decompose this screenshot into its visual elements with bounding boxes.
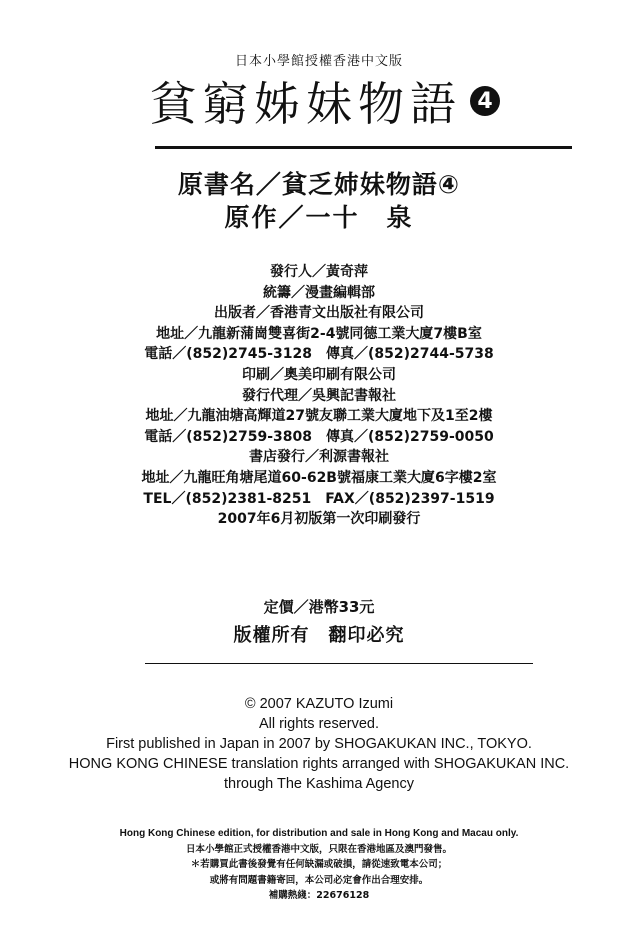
fine-print-english: Hong Kong Chinese edition, for distribution and sale in Hong Kong and Macau only. xyxy=(119,828,519,839)
credit-line: TEL／(852)2381-8251 FAX／(852)2397-1519 xyxy=(143,490,495,507)
credit-line: 地址／九龍油塘高輝道27號友聯工業大廈地下及1至2樓 xyxy=(145,408,493,425)
credits-block xyxy=(0,262,638,530)
credit-line: 統籌／漫畫編輯部 xyxy=(263,284,375,301)
credit-line: 地址／九龍新蒲崗雙喜街2-4號同德工業大廈7樓B室 xyxy=(156,325,482,342)
fine-print-block xyxy=(0,826,638,904)
title-divider xyxy=(155,146,572,149)
original-author: 原作／一十 泉 xyxy=(224,203,414,232)
copyright-line: First published in Japan in 2007 by SHOGAKUKAN INC., TOKYO. xyxy=(106,736,532,752)
section-divider xyxy=(145,663,533,664)
price-line: 定價／港幣33元 xyxy=(263,598,375,616)
copyright-line: © 2007 KAZUTO Izumi xyxy=(244,696,394,712)
credit-line: 2007年6月初版第一次印刷發行 xyxy=(217,511,421,528)
copyright-line: All rights reserved. xyxy=(258,716,380,732)
credit-line: 印刷／奧美印刷有限公司 xyxy=(242,366,396,383)
volume-badge: 4 xyxy=(470,86,500,116)
credit-line: 出版者／香港青文出版社有限公司 xyxy=(214,305,424,322)
credit-line: 發行人／黃奇萍 xyxy=(270,264,368,280)
credit-line: 電話／(852)2745-3128 傳真／(852)2744-5738 xyxy=(144,346,494,363)
book-title: 貧窮姊妹物語 xyxy=(150,77,462,131)
fine-print-line: 或將有問題書籍寄回，本公司必定會作出合理安排。 xyxy=(209,874,429,886)
license-line: 日本小學館授權香港中文版 xyxy=(234,54,403,69)
credit-line: 書店發行／利源書報社 xyxy=(249,449,389,466)
credit-line: 發行代理／吳興記書報社 xyxy=(242,387,396,404)
title-row xyxy=(150,74,530,131)
copyright-block xyxy=(0,694,638,794)
rights-line: 版權所有 翻印必究 xyxy=(233,625,405,646)
fine-print-line: 補購熱綫：22676128 xyxy=(268,890,370,901)
copyright-line: HONG KONG CHINESE translation rights arranged with SHOGAKUKAN INC. xyxy=(68,756,570,772)
credit-line: 電話／(852)2759-3808 傳真／(852)2759-0050 xyxy=(144,428,494,445)
fine-print-line: 日本小學館正式授權香港中文版，只限在香港地區及澳門發售。 xyxy=(185,843,452,855)
fine-print-line: ＊若購買此書後發覺有任何缺漏或破損，請從速致電本公司； xyxy=(190,859,448,870)
credit-line: 地址／九龍旺角塘尾道60-62B號福康工業大廈6字樓2室 xyxy=(141,469,497,486)
original-title: 原書名／貧乏姉妹物語④ xyxy=(177,170,461,199)
copyright-line: through The Kashima Agency xyxy=(224,776,414,792)
